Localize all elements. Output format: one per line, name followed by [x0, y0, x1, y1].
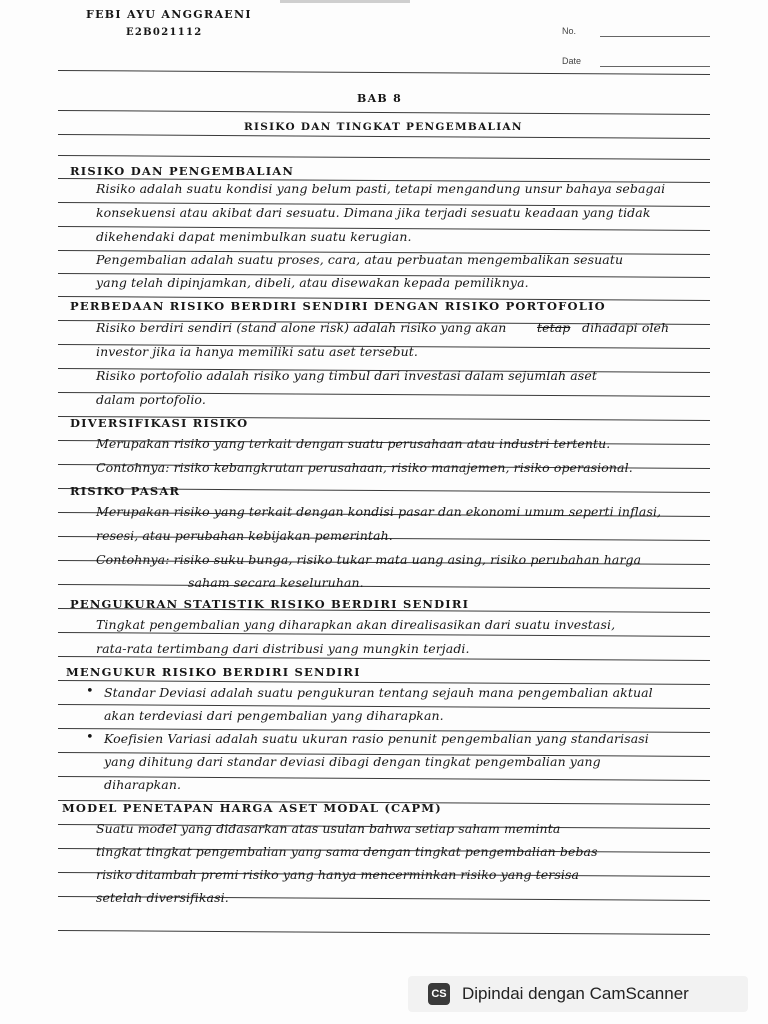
- text-line: Merupakan risiko yang terkait dengan suatu perusahaan atau industri tertentu.: [96, 436, 611, 451]
- page-title: RISIKO DAN TINGKAT PENGEMBALIAN: [244, 121, 523, 133]
- section-heading: MODEL PENETAPAN HARGA ASET MODAL (CAPM): [62, 801, 442, 815]
- ruled-line: [58, 110, 710, 115]
- text-line: Merupakan risiko yang terkait dengan kondisi pasar dan ekonomi umum seperti inflasi,: [96, 504, 662, 519]
- ruled-line: [58, 155, 710, 160]
- text-line: Contohnya: risiko kebangkrutan perusahaan, risiko manajemen, risiko operasional.: [96, 460, 633, 475]
- text-line: diharapkan.: [104, 777, 182, 792]
- text-line: Pengembalian adalah suatu proses, cara, atau perbuatan mengembalikan sesuatu: [96, 252, 624, 267]
- text-line: konsekuensi atau akibat dari sesuatu. Dimana jika terjadi sesuatu keadaan yang tidak: [96, 205, 651, 220]
- text-line: Koefisien Variasi adalah suatu ukuran rasio penunit pengembalian yang standarisasi: [104, 731, 649, 746]
- text-line: risiko ditambah premi risiko yang hanya mencerminkan risiko yang tersisa: [96, 867, 580, 882]
- section-heading: RISIKO DAN PENGEMBALIAN: [70, 164, 295, 178]
- ruled-line: [58, 70, 710, 75]
- ruled-line: [58, 930, 710, 935]
- text-line: resesi, atau perubahan kebijakan pemerintah.: [96, 528, 393, 543]
- text-line: Standar Deviasi adalah suatu pengukuran tentang sejauh mana pengembalian aktual: [104, 685, 653, 700]
- text-line: Risiko portofolio adalah risiko yang timbul dari investasi dalam sejumlah aset: [96, 368, 597, 383]
- text-line: saham secara keseluruhan.: [188, 575, 364, 590]
- section-heading: RISIKO PASAR: [70, 484, 181, 498]
- text-line: akan terdeviasi dari pengembalian yang diharapkan.: [104, 708, 444, 723]
- bullet-marker: •: [86, 684, 94, 699]
- camscanner-watermark: [408, 976, 748, 1012]
- chapter-heading: BAB 8: [357, 92, 403, 105]
- ruled-line: [58, 656, 710, 661]
- bullet-marker: •: [86, 730, 94, 745]
- section-heading: MENGUKUR RISIKO BERDIRI SENDIRI: [66, 665, 361, 679]
- page-top-edge: [280, 0, 410, 3]
- watermark-text: Dipindai dengan CamScanner: [462, 984, 689, 1003]
- section-heading: PENGUKURAN STATISTIK RISIKO BERDIRI SENDIRI: [70, 597, 470, 611]
- section-heading: DIVERSIFIKASI RISIKO: [70, 416, 249, 430]
- text-line: Risiko berdiri sendiri (stand alone risk) adalah risiko yang akan: [96, 320, 507, 335]
- no-label: No.: [562, 26, 577, 36]
- text-line: Contohnya: risiko suku bunga, risiko tukar mata uang asing, risiko perubahan harga: [96, 552, 642, 567]
- ruled-line: [58, 134, 710, 139]
- text-line: yang dihitung dari standar deviasi dibagi dengan tingkat pengembalian yang: [104, 754, 601, 769]
- student-name: FEBI AYU ANGGRAENI: [86, 8, 252, 21]
- section-heading: PERBEDAAN RISIKO BERDIRI SENDIRI DENGAN RISIKO PORTOFOLIO: [70, 299, 606, 313]
- student-id: E2B021112: [126, 27, 203, 38]
- date-label: Date: [562, 56, 582, 66]
- text-line: dalam portofolio.: [96, 392, 206, 407]
- text-line: Risiko adalah suatu kondisi yang belum pasti, tetapi mengandung unsur bahaya sebagai: [96, 181, 666, 196]
- text-line: tingkat tingkat pengembalian yang sama dengan tingkat pengembalian bebas: [96, 844, 598, 859]
- text-line: Suatu model yang didasarkan atas usulan bahwa setiap saham meminta: [96, 821, 561, 836]
- camscanner-logo-icon: CS: [428, 983, 450, 1005]
- text-line: Tingkat pengembalian yang diharapkan akan direalisasikan dari suatu investasi,: [96, 617, 616, 632]
- text-line: dikehendaki dapat menimbulkan suatu kerugian.: [96, 229, 412, 244]
- ruled-line: [58, 584, 710, 589]
- text-line: investor jika ia hanya memiliki satu aset tersebut.: [96, 344, 418, 359]
- ruled-line: [58, 632, 710, 637]
- no-line: [600, 36, 710, 37]
- text-line: setelah diversifikasi.: [96, 890, 229, 905]
- text-line: yang telah dipinjamkan, dibeli, atau disewakan kepada pemiliknya.: [96, 275, 529, 290]
- text-line: dihadapi oleh: [582, 320, 670, 335]
- date-line: [600, 66, 710, 67]
- struck-word: tetap: [537, 320, 571, 335]
- text-line: rata-rata tertimbang dari distribusi yang mungkin terjadi.: [96, 641, 470, 656]
